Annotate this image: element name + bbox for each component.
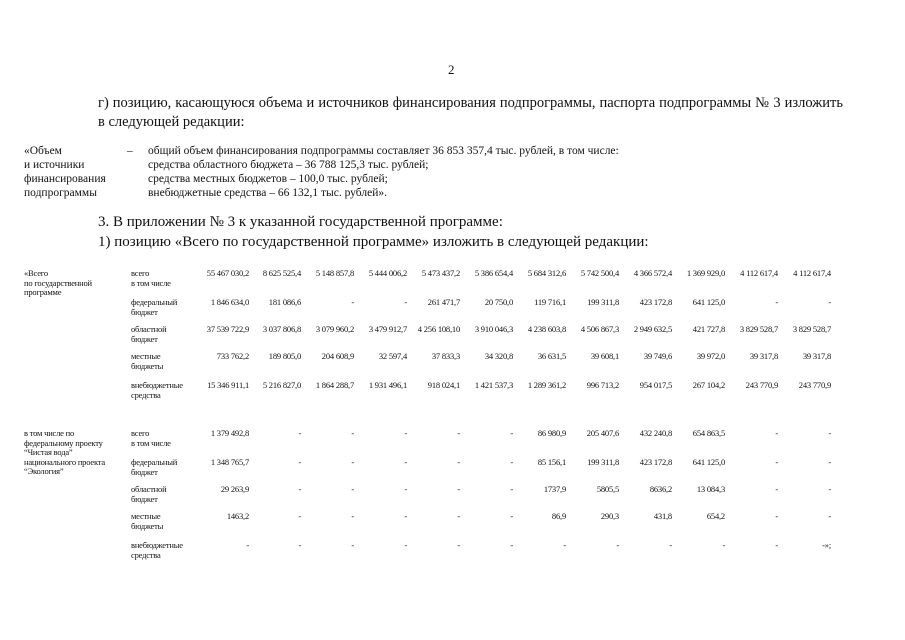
table-cell: - (404, 457, 407, 467)
table-cell: 5 684 312,6 (527, 268, 566, 278)
table-cell: - (404, 511, 407, 521)
table-cell: -»; (822, 540, 831, 550)
table-cell: 34 320,8 (484, 351, 513, 361)
table-cell: 5 473 437,2 (421, 268, 460, 278)
table-cell: 39 749,6 (643, 351, 672, 361)
table-cell: 421 727,8 (692, 324, 725, 334)
row-label: бюджет (131, 467, 158, 477)
table-cell: - (775, 540, 778, 550)
passport-label: подпрограммы (24, 187, 97, 199)
table-cell: 39 317,8 (749, 351, 778, 361)
row-label: местные (131, 511, 161, 521)
table-cell: - (246, 540, 249, 550)
table-cell: 37 539 722,9 (206, 324, 249, 334)
table-cell: - (351, 511, 354, 521)
row-label: местные (131, 351, 161, 361)
table-cell: 4 112 617,4 (740, 268, 778, 278)
table-cell: - (510, 428, 513, 438)
passport-value: внебюджетные средства – 66 132,1 тыс. рублей». (148, 187, 387, 199)
table-cell: 39 972,0 (696, 351, 725, 361)
table-cell: 3 479 912,7 (368, 324, 407, 334)
group-title-line: “Экология” (24, 466, 64, 476)
table-cell: 1 421 537,3 (474, 380, 513, 390)
table-cell: - (404, 540, 407, 550)
table-cell: - (828, 457, 831, 467)
table-cell: 8636,2 (649, 484, 672, 494)
table-cell: 5 386 654,4 (474, 268, 513, 278)
table-cell: 5 444 006,2 (368, 268, 407, 278)
passport-label: финансирования (24, 173, 106, 185)
row-label: федеральный (131, 297, 178, 307)
table-cell: - (298, 484, 301, 494)
group-title-line: “Чистая вода” (24, 447, 73, 457)
table-cell: 55 467 030,2 (206, 268, 249, 278)
table-cell: - (351, 297, 354, 307)
table-cell: 1 379 492,8 (210, 428, 249, 438)
table-cell: 733 762,2 (216, 351, 249, 361)
table-cell: 13 084,3 (696, 484, 725, 494)
table-cell: 86 980,9 (537, 428, 566, 438)
table-cell: 1 864 288,7 (315, 380, 354, 390)
group-title-line: федеральному проекту (24, 437, 103, 448)
table-cell: 86,9 (551, 511, 566, 521)
table-cell: 4 256 108,10 (417, 324, 460, 334)
table-cell: 423 172,8 (639, 297, 672, 307)
table-cell: - (775, 428, 778, 438)
table-cell: 1 348 765,7 (210, 457, 249, 467)
table-cell: - (457, 457, 460, 467)
table-cell: 3 037 806,8 (262, 324, 301, 334)
table-cell: 1 931 496,1 (368, 380, 407, 390)
row-label: в том числе (131, 278, 171, 288)
table-cell: 261 471,7 (427, 297, 460, 307)
table-cell: 15 346 911,1 (207, 380, 249, 390)
table-cell: - (298, 457, 301, 467)
row-label: бюджет (131, 307, 158, 317)
row-label: бюджеты (131, 361, 164, 371)
table-cell: 4 238 603,8 (527, 324, 566, 334)
table-cell: - (563, 540, 566, 550)
table-cell: 290,3 (600, 511, 619, 521)
table-cell: - (828, 484, 831, 494)
passport-value: средства областного бюджета – 36 788 125,3 тыс. рублей; (148, 159, 429, 171)
section-3-item-1: 1) позицию «Всего по государственной программе» изложить в следующей редакции: (98, 234, 649, 250)
table-cell: - (298, 428, 301, 438)
table-cell: 5805,5 (596, 484, 619, 494)
table-cell: 29 263,9 (220, 484, 249, 494)
table-cell: 2 949 632,5 (633, 324, 672, 334)
table-cell: - (298, 540, 301, 550)
table-cell: - (828, 297, 831, 307)
section-3-heading: 3. В приложении № 3 к указанной государственной программе: (98, 214, 503, 230)
table-cell: 243 770,9 (745, 380, 778, 390)
table-cell: 1 369 929,0 (686, 268, 725, 278)
table-cell: 1 289 361,2 (527, 380, 566, 390)
table-cell: - (775, 297, 778, 307)
table-cell: - (457, 484, 460, 494)
row-label: внебюджетные (131, 540, 183, 550)
table-cell: 431,8 (653, 511, 672, 521)
table-cell: - (828, 511, 831, 521)
table-cell: 3 079 960,2 (315, 324, 354, 334)
table-cell: 4 112 617,4 (793, 268, 831, 278)
table-cell: 5 742 500,4 (580, 268, 619, 278)
row-label: бюджет (131, 494, 158, 504)
passport-dash: – (127, 145, 133, 157)
table-cell: 3 829 528,7 (792, 324, 831, 334)
row-label: внебюджетные (131, 380, 183, 390)
table-cell: - (404, 484, 407, 494)
table-cell: - (351, 484, 354, 494)
table-cell: - (775, 457, 778, 467)
table-cell: 32 597,4 (378, 351, 407, 361)
paragraph-g: г) позицию, касающуюся объема и источников финансирования подпрограммы, паспорта подпрограммы № 3 изложить в следующей редакции: (98, 95, 843, 130)
group-title-line: программе (24, 287, 62, 297)
table-cell: - (828, 428, 831, 438)
row-label: средства (131, 550, 161, 560)
group-title-line: национального проекта (24, 456, 105, 467)
passport-label: «Объем (24, 145, 62, 157)
table-cell: 119 716,1 (534, 297, 566, 307)
row-label: областной (131, 484, 167, 494)
table-cell: - (351, 540, 354, 550)
table-cell: 3 910 046,3 (474, 324, 513, 334)
group-title-line: «Всего (24, 268, 48, 278)
table-cell: 189 805,0 (268, 351, 301, 361)
table-cell: 918 024,1 (427, 380, 460, 390)
table-cell: - (510, 540, 513, 550)
row-label: всего (131, 428, 150, 438)
table-cell: 205 407,6 (586, 428, 619, 438)
table-cell: 996 713,2 (586, 380, 619, 390)
table-cell: 199 311,8 (587, 457, 619, 467)
table-cell: - (298, 511, 301, 521)
table-cell: - (510, 484, 513, 494)
table-cell: - (457, 428, 460, 438)
table-cell: 37 833,3 (431, 351, 460, 361)
table-cell: 654,2 (706, 511, 725, 521)
table-cell: 654 863,5 (692, 428, 725, 438)
table-cell: 204 608,9 (321, 351, 354, 361)
table-cell: 20 750,0 (484, 297, 513, 307)
table-cell: 85 156,1 (537, 457, 566, 467)
table-cell: 1 846 634,0 (210, 297, 249, 307)
row-label: федеральный (131, 457, 178, 467)
table-cell: - (351, 457, 354, 467)
table-cell: 4 366 572,4 (633, 268, 672, 278)
table-cell: - (510, 457, 513, 467)
row-label: в том числе (131, 438, 171, 448)
table-cell: 1737,9 (543, 484, 566, 494)
table-cell: 5 148 857,8 (315, 268, 354, 278)
table-cell: - (722, 540, 725, 550)
table-cell: 4 506 867,3 (580, 324, 619, 334)
group-title-line: в том числе по (24, 428, 75, 438)
row-label: всего (131, 268, 150, 278)
table-cell: 3 829 528,7 (739, 324, 778, 334)
table-cell: 199 311,8 (587, 297, 619, 307)
table-cell: 432 240,8 (639, 428, 672, 438)
passport-block (24, 144, 724, 204)
row-label: областной (131, 324, 167, 334)
page-number: 2 (448, 62, 455, 77)
row-label: бюджет (131, 334, 158, 344)
table-cell: - (510, 511, 513, 521)
table-cell: - (775, 511, 778, 521)
table-cell: - (404, 297, 407, 307)
table-cell: 423 172,8 (639, 457, 672, 467)
table-cell: - (616, 540, 619, 550)
table-cell: 181 086,6 (268, 297, 301, 307)
table-cell: 5 216 827,0 (262, 380, 301, 390)
table-cell: 641 125,0 (692, 457, 725, 467)
table-cell: - (351, 428, 354, 438)
table-cell: 954 017,5 (639, 380, 672, 390)
passport-label: и источники (24, 159, 85, 171)
table-cell: 39 608,1 (590, 351, 619, 361)
passport-value: средства местных бюджетов – 100,0 тыс. рублей; (148, 173, 388, 185)
table-cell: 39 317,8 (802, 351, 831, 361)
table-cell: - (404, 428, 407, 438)
table-cell: 36 631,5 (537, 351, 566, 361)
table-cell: 641 125,0 (692, 297, 725, 307)
passport-value: общий объем финансирования подпрограммы составляет 36 853 357,4 тыс. рублей, в том числе: (148, 145, 619, 157)
table-cell: 243 770,9 (798, 380, 831, 390)
table-cell: - (669, 540, 672, 550)
table-cell: - (775, 484, 778, 494)
group-title-line: по государственной (24, 277, 92, 288)
table-cell: - (457, 511, 460, 521)
table-cell: 267 104,2 (692, 380, 725, 390)
table-cell: 8 625 525,4 (262, 268, 301, 278)
table-cell: 1463,2 (226, 511, 249, 521)
row-label: средства (131, 390, 161, 400)
table-cell: - (457, 540, 460, 550)
row-label: бюджеты (131, 521, 164, 531)
